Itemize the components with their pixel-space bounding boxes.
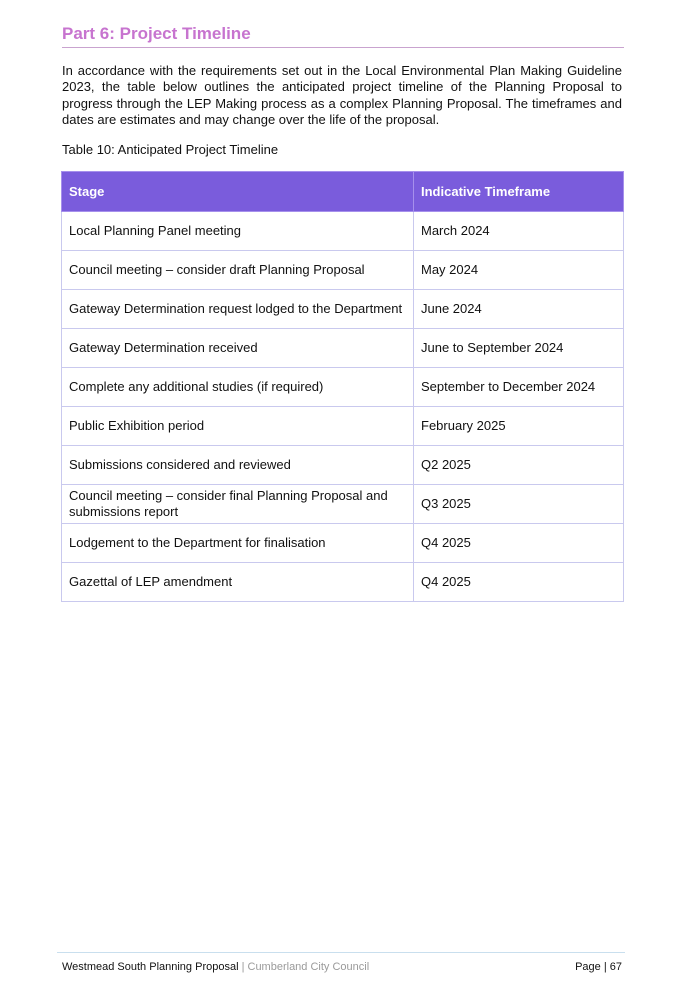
header-timeframe: Indicative Timeframe	[414, 172, 624, 212]
timeframe-cell: June to September 2024	[414, 329, 624, 368]
footer-council-name: Cumberland City Council	[247, 961, 370, 973]
stage-cell: Council meeting – consider draft Planning Proposal	[62, 251, 414, 290]
footer-separator: |	[241, 961, 245, 973]
table-row	[62, 407, 624, 446]
table-row	[62, 446, 624, 485]
timeframe-cell: Q3 2025	[414, 485, 624, 524]
timeline-table	[61, 171, 624, 602]
table-row	[62, 329, 624, 368]
timeframe-cell: September to December 2024	[414, 368, 624, 407]
stage-cell: Council meeting – consider final Planning Proposal and submissions report	[62, 485, 414, 524]
table-row	[62, 290, 624, 329]
stage-cell: Complete any additional studies (if required)	[62, 368, 414, 407]
stage-cell: Local Planning Panel meeting	[62, 212, 414, 251]
timeframe-cell: June 2024	[414, 290, 624, 329]
timeframe-cell: February 2025	[414, 407, 624, 446]
page-title: Part 6: Project Timeline	[62, 24, 624, 48]
stage-cell: Gateway Determination received	[62, 329, 414, 368]
stage-cell: Gateway Determination request lodged to the Department	[62, 290, 414, 329]
timeframe-cell: Q2 2025	[414, 446, 624, 485]
table-row	[62, 524, 624, 563]
timeframe-cell: Q4 2025	[414, 563, 624, 602]
table-row	[62, 485, 624, 524]
stage-cell: Public Exhibition period	[62, 407, 414, 446]
table-header-row	[62, 172, 624, 212]
table-row	[62, 368, 624, 407]
footer-divider	[57, 952, 625, 953]
table-row	[62, 212, 624, 251]
table-caption: Table 10: Anticipated Project Timeline	[62, 142, 279, 157]
timeframe-cell: March 2024	[414, 212, 624, 251]
timeframe-cell: May 2024	[414, 251, 624, 290]
stage-cell: Submissions considered and reviewed	[62, 446, 414, 485]
page-number: Page | 67	[575, 961, 622, 973]
header-stage: Stage	[62, 172, 414, 212]
table-row	[62, 251, 624, 290]
table-row	[62, 563, 624, 602]
footer-document-info	[62, 961, 369, 973]
footer-document-title: Westmead South Planning Proposal	[62, 961, 239, 973]
stage-cell: Lodgement to the Department for finalisation	[62, 524, 414, 563]
stage-cell: Gazettal of LEP amendment	[62, 563, 414, 602]
intro-paragraph: In accordance with the requirements set out in the Local Environmental Plan Making Guideline 2023, the table below outlines the anticipated project timeline of the Planning Proposal to progress through the LEP Making process as a complex Planning Proposal. The timeframes and dates are estimates and may change over the life of the proposal.	[62, 63, 622, 128]
timeframe-cell: Q4 2025	[414, 524, 624, 563]
